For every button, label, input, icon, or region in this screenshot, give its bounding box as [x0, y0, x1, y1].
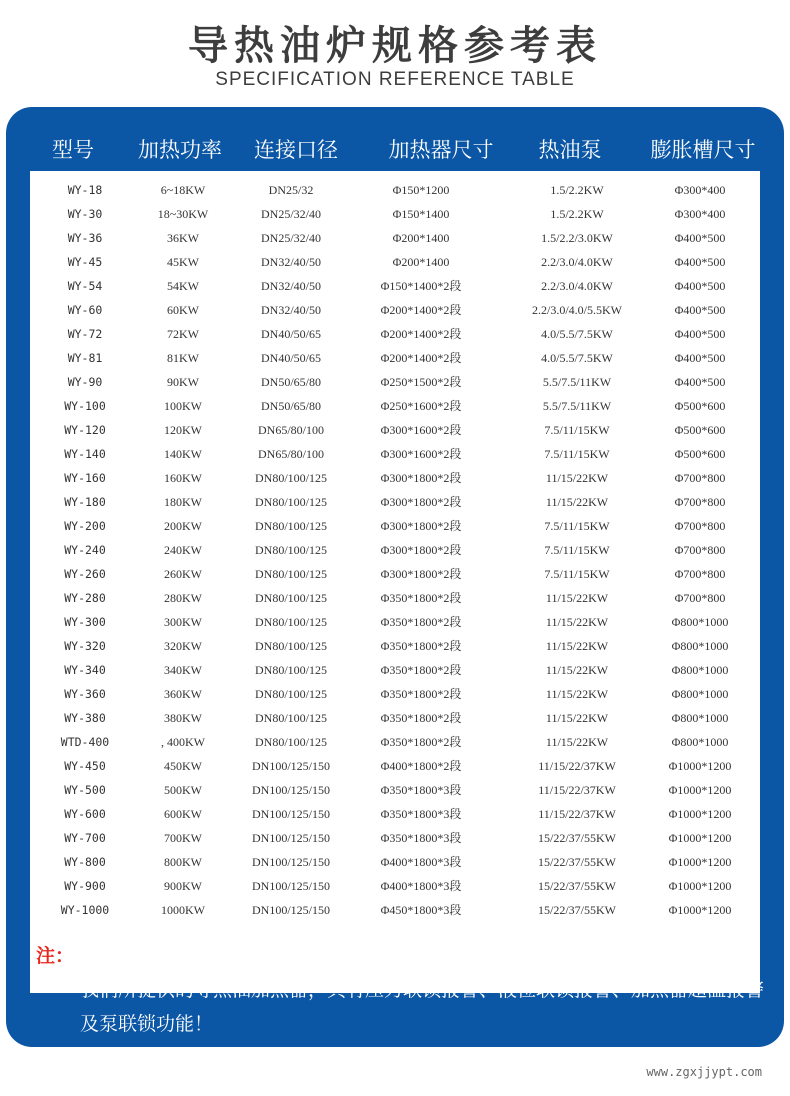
cell-power: 700KW [164, 831, 202, 845]
cell-connection: DN100/125/150 [252, 831, 330, 845]
cell-tank-size: Φ800*1000 [671, 639, 729, 653]
cell-tank-size: Φ500*600 [674, 423, 726, 437]
cell-tank-size: Φ800*1000 [671, 711, 729, 725]
cell-tank-size: Φ800*1000 [671, 663, 729, 677]
table-row [30, 874, 760, 898]
cell-oil-pump: 7.5/11/15KW [544, 447, 610, 461]
cell-model: WY-90 [67, 375, 103, 389]
cell-tank-size: Φ500*600 [674, 447, 726, 461]
cell-power: 1000KW [161, 903, 205, 917]
cell-power: 81KW [167, 351, 199, 365]
table-row [30, 754, 760, 778]
cell-model: WY-800 [64, 855, 106, 869]
cell-power: 54KW [167, 279, 199, 293]
table-row [30, 442, 760, 466]
cell-model: WY-500 [64, 783, 106, 797]
cell-oil-pump: 1.5/2.2KW [550, 183, 604, 197]
cell-connection: DN25/32/40 [261, 231, 321, 245]
cell-connection: DN32/40/50 [261, 279, 321, 293]
cell-connection: DN80/100/125 [255, 663, 327, 677]
cell-tank-size: Φ400*500 [674, 327, 726, 341]
cell-tank-size: Φ800*1000 [671, 735, 729, 749]
table-row [30, 346, 760, 370]
cell-oil-pump: 11/15/22KW [545, 663, 609, 677]
table-row [30, 202, 760, 226]
header-model: 型号 [52, 138, 94, 162]
cell-power: 450KW [164, 759, 202, 773]
cell-heater-size: Φ350*1800*3段 [380, 831, 462, 845]
table-row [30, 634, 760, 658]
table-row [30, 226, 760, 250]
website-footer: www.zgxjjypt.com [646, 1065, 762, 1079]
cell-heater-size: Φ300*1600*2段 [380, 423, 462, 437]
table-row [30, 850, 760, 874]
cell-tank-size: Φ800*1000 [671, 615, 729, 629]
cell-oil-pump: 11/15/22KW [545, 495, 609, 509]
table-row [30, 826, 760, 850]
table-row [30, 586, 760, 610]
cell-power: 300KW [164, 615, 202, 629]
cell-oil-pump: 4.0/5.5/7.5KW [541, 327, 613, 341]
cell-heater-size: Φ350*1800*2段 [380, 663, 462, 677]
cell-model: WY-60 [67, 303, 103, 317]
cell-model: WY-280 [64, 591, 106, 605]
cell-power: 900KW [164, 879, 202, 893]
table-row [30, 466, 760, 490]
cell-connection: DN50/65/80 [261, 375, 321, 389]
cell-tank-size: Φ700*800 [674, 519, 726, 533]
cell-oil-pump: 2.2/3.0/4.0/5.5KW [532, 303, 622, 317]
cell-model: WY-260 [64, 567, 106, 581]
cell-model: WY-140 [64, 447, 106, 461]
table-row [30, 802, 760, 826]
cell-tank-size: Φ700*800 [674, 543, 726, 557]
cell-model: WY-180 [64, 495, 106, 509]
table-row [30, 250, 760, 274]
table-row [30, 898, 760, 922]
cell-tank-size: Φ1000*1200 [668, 879, 732, 893]
cell-model: WY-160 [64, 471, 106, 485]
cell-heater-size: Φ300*1800*2段 [380, 519, 462, 533]
table-row [30, 274, 760, 298]
note-block [36, 939, 776, 1041]
cell-tank-size: Φ1000*1200 [668, 759, 732, 773]
table-row [30, 370, 760, 394]
table-row [30, 706, 760, 730]
cell-power: , 400KW [161, 735, 205, 749]
cell-power: 600KW [164, 807, 202, 821]
cell-connection: DN100/125/150 [252, 783, 330, 797]
cell-model: WY-300 [64, 615, 106, 629]
cell-connection: DN40/50/65 [261, 327, 321, 341]
table-row [30, 178, 760, 202]
cell-heater-size: Φ350*1800*2段 [380, 735, 462, 749]
cell-oil-pump: 15/22/37/55KW [538, 831, 616, 845]
cell-heater-size: Φ450*1800*3段 [380, 903, 462, 917]
cell-connection: DN65/80/100 [258, 423, 324, 437]
cell-tank-size: Φ700*800 [674, 471, 726, 485]
cell-oil-pump: 7.5/11/15KW [544, 519, 610, 533]
table-row [30, 682, 760, 706]
cell-heater-size: Φ300*1800*2段 [380, 567, 462, 581]
cell-tank-size: Φ400*500 [674, 303, 726, 317]
note-line-1: 以上参数仅供参考！！！ 具体参数根据客户要求确定。 [74, 945, 537, 967]
cell-tank-size: Φ700*800 [674, 567, 726, 581]
cell-oil-pump: 11/15/22KW [545, 639, 609, 653]
page-subtitle: SPECIFICATION REFERENCE TABLE [215, 69, 575, 90]
cell-tank-size: Φ1000*1200 [668, 831, 732, 845]
cell-heater-size: Φ350*1800*2段 [380, 711, 462, 725]
cell-oil-pump: 7.5/11/15KW [544, 423, 610, 437]
cell-connection: DN80/100/125 [255, 687, 327, 701]
cell-heater-size: Φ150*1400*2段 [380, 279, 462, 293]
cell-model: WY-700 [64, 831, 106, 845]
cell-power: 140KW [164, 447, 202, 461]
cell-connection: DN100/125/150 [252, 855, 330, 869]
cell-heater-size: Φ350*1800*3段 [380, 783, 462, 797]
cell-tank-size: Φ1000*1200 [668, 855, 732, 869]
cell-model: WY-18 [67, 183, 103, 197]
table-row [30, 730, 760, 754]
cell-model: WY-900 [64, 879, 106, 893]
cell-tank-size: Φ400*500 [674, 231, 726, 245]
cell-heater-size: Φ300*1800*2段 [380, 471, 462, 485]
cell-heater-size: Φ150*1200 [392, 183, 450, 197]
note-line-2: 我们所提供的导热油加热器，具有压力联锁报警、液位联锁报警、加热器超温报警及泵联锁功能！ [80, 979, 765, 1035]
cell-heater-size: Φ350*1800*2段 [380, 591, 462, 605]
table-row [30, 778, 760, 802]
cell-heater-size: Φ300*1600*2段 [380, 447, 462, 461]
cell-power: 360KW [164, 687, 202, 701]
cell-model: WY-81 [67, 351, 103, 365]
cell-connection: DN80/100/125 [255, 543, 327, 557]
cell-connection: DN100/125/150 [252, 879, 330, 893]
cell-tank-size: Φ1000*1200 [668, 783, 732, 797]
cell-model: WY-360 [64, 687, 106, 701]
cell-model: WY-600 [64, 807, 106, 821]
cell-connection: DN80/100/125 [255, 567, 327, 581]
cell-heater-size: Φ350*1800*2段 [380, 615, 462, 629]
cell-power: 260KW [164, 567, 202, 581]
cell-oil-pump: 7.5/11/15KW [544, 567, 610, 581]
cell-connection: DN25/32/40 [261, 207, 321, 221]
table-header [6, 107, 784, 171]
cell-oil-pump: 1.5/2.2KW [550, 207, 604, 221]
cell-tank-size: Φ1000*1200 [668, 903, 732, 917]
cell-power: 120KW [164, 423, 202, 437]
table-row [30, 490, 760, 514]
cell-heater-size: Φ400*1800*3段 [380, 855, 462, 869]
cell-model: WY-120 [64, 423, 106, 437]
spec-table [30, 171, 760, 993]
header-tank-size: 膨胀槽尺寸 [650, 138, 756, 162]
cell-model: WY-200 [64, 519, 106, 533]
cell-oil-pump: 11/15/22KW [545, 471, 609, 485]
cell-model: WY-36 [67, 231, 103, 245]
cell-connection: DN40/50/65 [261, 351, 321, 365]
table-row [30, 322, 760, 346]
cell-model: WY-340 [64, 663, 106, 677]
cell-power: 280KW [164, 591, 202, 605]
page-title: 导热油炉规格参考表 [188, 23, 602, 69]
cell-tank-size: Φ500*600 [674, 399, 726, 413]
cell-tank-size: Φ700*800 [674, 591, 726, 605]
header-oil-pump: 热油泵 [538, 138, 602, 162]
cell-power: 200KW [164, 519, 202, 533]
cell-connection: DN100/125/150 [252, 807, 330, 821]
table-row [30, 298, 760, 322]
cell-oil-pump: 11/15/22KW [545, 711, 609, 725]
cell-power: 18~30KW [157, 207, 209, 221]
cell-model: WY-30 [67, 207, 103, 221]
cell-power: 240KW [164, 543, 202, 557]
cell-tank-size: Φ400*500 [674, 255, 726, 269]
cell-tank-size: Φ400*500 [674, 279, 726, 293]
cell-model: WY-100 [64, 399, 106, 413]
cell-oil-pump: 11/15/22/37KW [538, 783, 616, 797]
note-label: 注： [36, 945, 75, 967]
cell-heater-size: Φ250*1500*2段 [380, 375, 462, 389]
cell-connection: DN100/125/150 [252, 903, 330, 917]
cell-tank-size: Φ1000*1200 [668, 807, 732, 821]
cell-oil-pump: 2.2/3.0/4.0KW [541, 255, 613, 269]
table-row [30, 562, 760, 586]
cell-power: 36KW [167, 231, 199, 245]
cell-oil-pump: 15/22/37/55KW [538, 879, 616, 893]
cell-connection: DN80/100/125 [255, 615, 327, 629]
cell-connection: DN32/40/50 [261, 303, 321, 317]
spec-panel [6, 107, 784, 1047]
cell-oil-pump: 11/15/22KW [545, 591, 609, 605]
cell-oil-pump: 15/22/37/55KW [538, 855, 616, 869]
cell-connection: DN80/100/125 [255, 495, 327, 509]
cell-oil-pump: 5.5/7.5/11KW [542, 375, 612, 389]
cell-tank-size: Φ400*500 [674, 375, 726, 389]
cell-heater-size: Φ300*1800*2段 [380, 495, 462, 509]
cell-model: WY-380 [64, 711, 106, 725]
header-connection: 连接口径 [254, 138, 338, 162]
cell-heater-size: Φ250*1600*2段 [380, 399, 462, 413]
cell-tank-size: Φ300*400 [674, 183, 726, 197]
cell-model: WY-54 [67, 279, 103, 293]
cell-model: WY-320 [64, 639, 106, 653]
cell-heater-size: Φ150*1400 [392, 207, 450, 221]
cell-tank-size: Φ300*400 [674, 207, 726, 221]
header-heater-size: 加热器尺寸 [388, 138, 494, 162]
table-row [30, 514, 760, 538]
cell-connection: DN80/100/125 [255, 591, 327, 605]
cell-oil-pump: 1.5/2.2/3.0KW [541, 231, 613, 245]
header-power: 加热功率 [138, 138, 222, 162]
cell-connection: DN100/125/150 [252, 759, 330, 773]
cell-connection: DN80/100/125 [255, 471, 327, 485]
cell-model: WY-240 [64, 543, 106, 557]
cell-power: 180KW [164, 495, 202, 509]
cell-oil-pump: 11/15/22KW [545, 615, 609, 629]
cell-connection: DN80/100/125 [255, 639, 327, 653]
table-row [30, 658, 760, 682]
cell-heater-size: Φ350*1800*3段 [380, 807, 462, 821]
cell-power: 100KW [164, 399, 202, 413]
cell-power: 340KW [164, 663, 202, 677]
cell-oil-pump: 7.5/11/15KW [544, 543, 610, 557]
cell-power: 500KW [164, 783, 202, 797]
table-row [30, 394, 760, 418]
cell-connection: DN80/100/125 [255, 735, 327, 749]
cell-power: 60KW [167, 303, 199, 317]
cell-power: 320KW [164, 639, 202, 653]
cell-heater-size: Φ200*1400*2段 [380, 303, 462, 317]
cell-heater-size: Φ350*1800*2段 [380, 639, 462, 653]
cell-heater-size: Φ300*1800*2段 [380, 543, 462, 557]
cell-heater-size: Φ350*1800*2段 [380, 687, 462, 701]
cell-tank-size: Φ800*1000 [671, 687, 729, 701]
cell-heater-size: Φ200*1400 [392, 255, 450, 269]
table-row [30, 610, 760, 634]
cell-oil-pump: 11/15/22/37KW [538, 807, 616, 821]
cell-oil-pump: 11/15/22/37KW [538, 759, 616, 773]
cell-power: 800KW [164, 855, 202, 869]
cell-connection: DN80/100/125 [255, 711, 327, 725]
cell-oil-pump: 5.5/7.5/11KW [542, 399, 612, 413]
cell-oil-pump: 11/15/22KW [545, 735, 609, 749]
cell-connection: DN65/80/100 [258, 447, 324, 461]
cell-oil-pump: 11/15/22KW [545, 687, 609, 701]
cell-model: WTD-400 [60, 735, 110, 749]
cell-power: 72KW [167, 327, 199, 341]
cell-power: 45KW [167, 255, 199, 269]
cell-heater-size: Φ200*1400*2段 [380, 351, 462, 365]
table-row [30, 418, 760, 442]
cell-connection: DN50/65/80 [261, 399, 321, 413]
cell-connection: DN25/32 [268, 183, 314, 197]
cell-heater-size: Φ200*1400 [392, 231, 450, 245]
cell-tank-size: Φ400*500 [674, 351, 726, 365]
cell-model: WY-45 [67, 255, 103, 269]
cell-oil-pump: 2.2/3.0/4.0KW [541, 279, 613, 293]
cell-heater-size: Φ400*1800*3段 [380, 879, 462, 893]
cell-connection: DN32/40/50 [261, 255, 321, 269]
cell-power: 380KW [164, 711, 202, 725]
cell-heater-size: Φ200*1400*2段 [380, 327, 462, 341]
cell-model: WY-72 [67, 327, 103, 341]
cell-model: WY-1000 [60, 903, 110, 917]
cell-connection: DN80/100/125 [255, 519, 327, 533]
table-row [30, 538, 760, 562]
cell-power: 90KW [167, 375, 199, 389]
cell-tank-size: Φ700*800 [674, 495, 726, 509]
cell-power: 6~18KW [160, 183, 206, 197]
cell-heater-size: Φ400*1800*2段 [380, 759, 462, 773]
cell-model: WY-450 [64, 759, 106, 773]
cell-power: 160KW [164, 471, 202, 485]
cell-oil-pump: 4.0/5.5/7.5KW [541, 351, 613, 365]
cell-oil-pump: 15/22/37/55KW [538, 903, 616, 917]
